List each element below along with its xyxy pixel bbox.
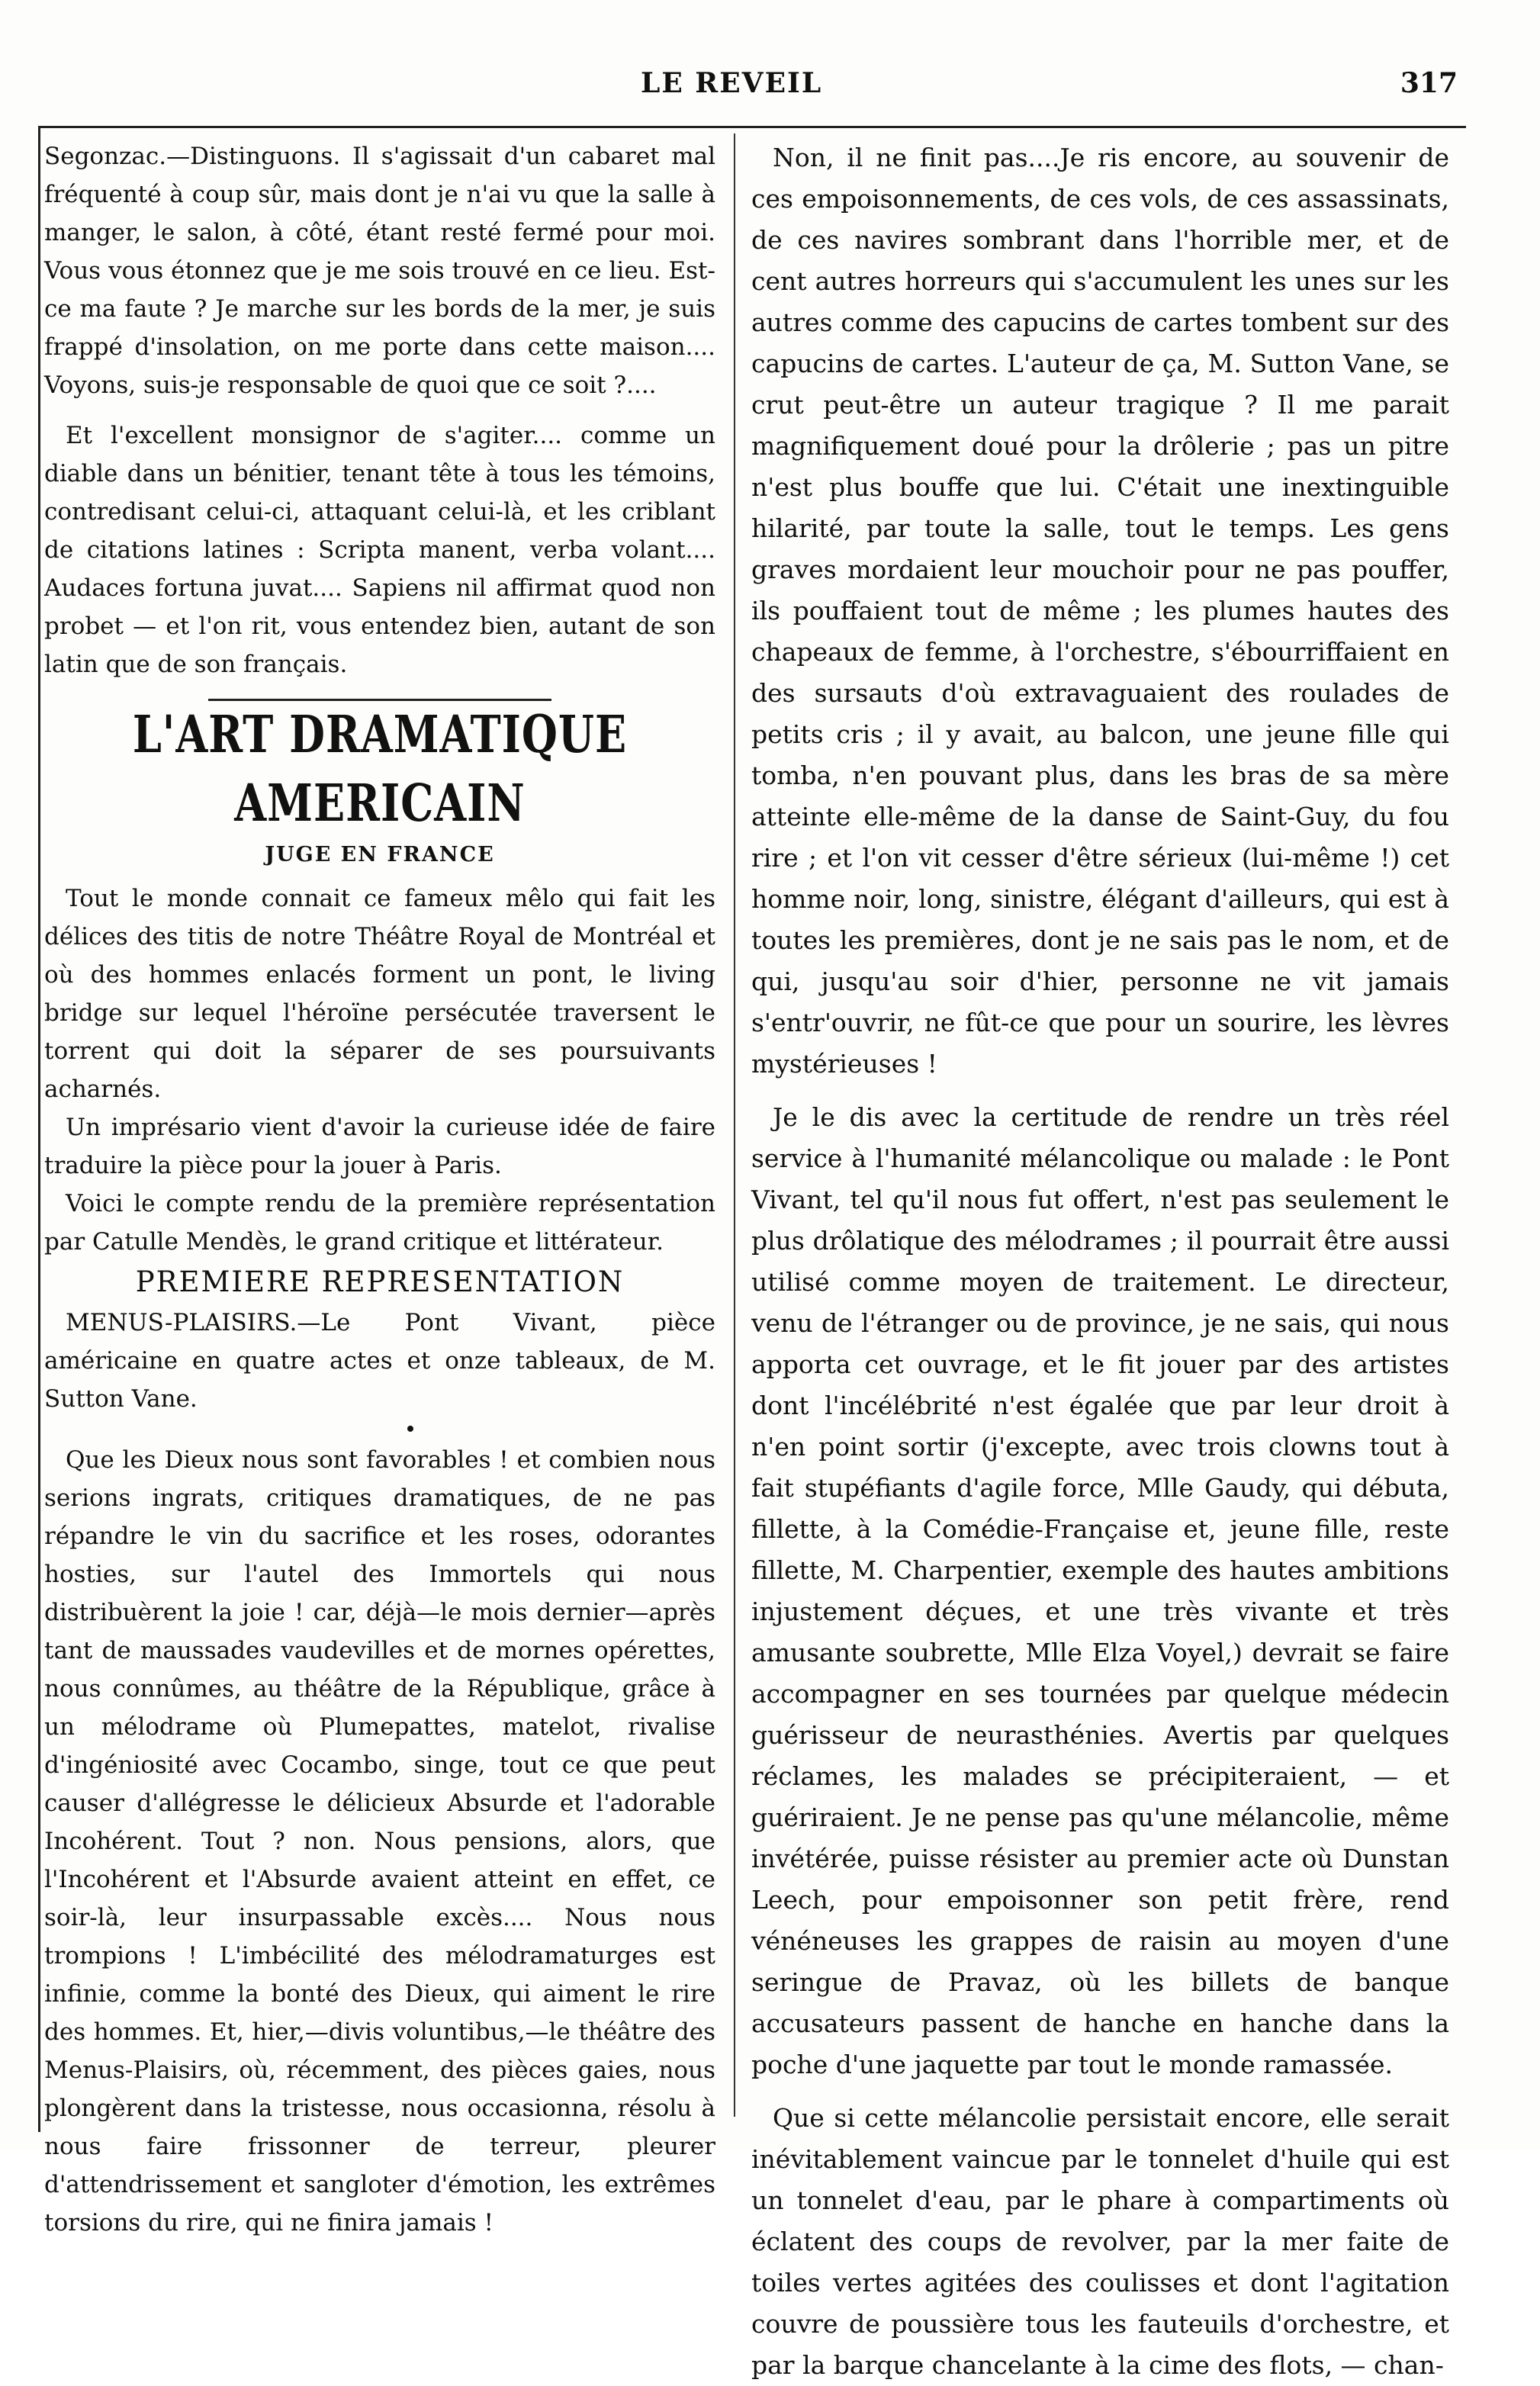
section-title: L'ART DRAMATIQUE AMERICAIN xyxy=(132,703,628,833)
intro-paragraph: Tout le monde connait ce fameux mêlo qui fait les délices des titis de notre Théâtre Royal de Montréal et où des hommes enlacés forment un pont, le living bridge sur lequel l'héroïne persécutée traversent le torrent qui doit la séparer de ses poursuivants acharnés. xyxy=(44,885,715,1103)
continued-paragraph: Segonzac.—Distinguons. Il s'agissait d'un cabaret mal fréquenté à coup sûr, mais dont je n'ai vu que la salle à manger, le salon, à côté, étant resté fermé pour moi. Vous vous étonnez que je me sois trouvé en ce lieu. Est-ce ma faute ? Je marche sur les bords de la mer, je suis frappé d'insolation, on me porte dans cette maison.... Voyons, suis-je responsable de quoi que ce soit ?.... xyxy=(44,143,715,399)
running-header xyxy=(0,67,1540,105)
review-lead: MENUS-PLAISIRS.—Le Pont Vivant, pièce américaine en quatre actes et onze tableaux, de M. Sutton Vane. xyxy=(44,1309,715,1413)
monsignor-paragraph: Et l'excellent monsignor de s'agiter.... comme un diable dans un bénitier, tenant tête à tous les témoins, contredisant celui-ci, attaquant celui-là, et les criblant de citations latines : Scripta manent, verba volant.... Audaces fortuna juvat.... Sapiens nil affirmat quod non probet — et l'on rit, vous entendez bien, autant de son latin que de son français. xyxy=(44,422,715,678)
section-subtitle: JUGE EN FRANCE xyxy=(265,843,495,867)
header-rule xyxy=(40,126,1466,128)
review-paragraph: Que si cette mélancolie persistait encore, elle serait inévitablement vaincue par le tonnelet d'huile qui est un tonnelet d'eau, par le phare à compartiments où éclatent des coups de revolver, par la mer faite de toiles vertes agitées des coulisses et dont l'agitation couvre de poussière tous les fauteuils d'orchestre, et par la barque chancelante à la cime des flots, — chan- xyxy=(751,2103,1449,2380)
sub-heading: PREMIERE REPRESENTATION xyxy=(135,1265,625,1298)
review-paragraph: Je le dis avec la certitude de rendre un très réel service à l'humanité mélancolique ou malade : le Pont Vivant, tel qu'il nous fut offert, n'est pas seulement le plus drôlatique des mélodrames ; il pourrait être aussi utilisé comme moyen de traitement. Le directeur, venu de l'étranger ou de province, je ne sais, qui nous apporta cet ouvrage, et le fit jouer par des artistes dont l'incélébrité n'est égalée que par leur droit à n'en point sortir (j'excepte, avec trois clowns tout à fait stupéfiants d'agile force, Mlle Gaudy, qui débuta, fillette, à la Comédie-Française et, jeune fille, reste fillette, M. Charpentier, exemple des hautes ambitions injustement déçues, et une très vivante et très amusante soubrette, Mlle Elza Voyel,) devrait se faire accompagner en ses tournées par quelque médecin guérisseur de neurasthénies. Avertis par quelques réclames, les malades se précipiteraient, — et guériraient. Je ne pense pas qu'une mélancolie, même invétérée, puisse résister au premier acte où Dunstan Leech, pour empoisonner son petit frère, rend vénéneuses les grappes de raisin au moyen d'une seringue de Pravaz, où les billets de banque accusateurs passent de hanche en hanche dans la poche d'une jaquette par tout le monde ramassée. xyxy=(751,1102,1449,2079)
left-column xyxy=(44,137,715,2242)
review-paragraph: Que les Dieux nous sont favorables ! et combien nous serions ingrats, critiques dramatiques, de ne pas répandre le vin du sacrifice et les roses, odorantes hosties, sur l'autel des Immortels qui nous distribuèrent la joie ! car, déjà—le mois dernier—après tant de maussades vaudevilles et de mornes opérettes, nous connûmes, au théâtre de la République, grâce à un mélodrame où Plumepattes, matelot, rivalise d'ingéniosité avec Cocambo, singe, tout ce que peut causer d'allégresse le délicieux Absurde et l'adorable Incohérent. Tout ? non. Nous pensions, alors, que l'Incohérent et l'Absurde avaient atteint en effet, ce soir-là, leur insurpassable excès.... Nous nous trompions ! L'imbécilité des mélodramaturges est infinie, comme la bonté des Dieux, qui aiment le rire des hommes. Et, hier,—divis voluntibus,—le théâtre des Menus-Plaisirs, où, récemment, des pièces gaies, nous plongèrent dans la tristesse, nous occasionna, résolu à nous faire frissonner de terreur, pleurer d'attendrissement et sangloter d'émotion, les extrêmes torsions du rire, qui ne finira jamais ! xyxy=(44,1446,715,2236)
right-column xyxy=(751,137,1449,2386)
review-paragraph: Non, il ne finit pas....Je ris encore, au souvenir de ces empoisonnements, de ces vols, de ces assassinats, de ces navires sombrant dans l'horrible mer, et de cent autres horreurs qui s'accumulent les unes sur les autres comme des capucins de cartes tombent sur des capucins de cartes. L'auteur de ça, M. Sutton Vane, se crut peut-être un auteur tragique ? Il me parait magnifiquement doué pour la drôlerie ; pas un pitre n'est plus bouffe que lui. C'était une inextinguible hilarité, par toute la salle, tout le temps. Les gens graves mordaient leur mouchoir pour ne pas pouffer, ils pouffaient tout de même ; les plumes hautes des chapeaux de femme, à l'orchestre, s'ébourriffaient en des sursauts d'où extravaguaient des roulades de petits cris ; il y avait, au balcon, une jeune fille qui tomba, n'en pouvant plus, dans les bras de sa mère atteinte elle-même de la danse de Saint-Guy, du fou rire ; et l'on vit cesser d'être sérieux (lui-même !) cet homme noir, long, sinistre, élégant d'ailleurs, qui est à toutes les premières, dont je ne sais pas le nom, et de qui, jusqu'au soir d'hier, personne ne vit jamais s'entr'ouvrir, ne fût-ce que pour un sourire, les lèvres mystérieuses ! xyxy=(751,143,1449,1079)
page-number: 317 xyxy=(1400,67,1458,99)
column-divider xyxy=(734,133,735,2117)
bullet-ornament xyxy=(44,1418,715,1436)
intro-paragraph: Un imprésario vient d'avoir la curieuse idée de faire traduire la pièce pour la jouer à Paris. xyxy=(44,1114,715,1179)
journal-title: LE REVEIL xyxy=(641,67,823,99)
intro-paragraph: Voici le compte rendu de la première représentation par Catulle Mendès, le grand critique et littérateur. xyxy=(44,1190,715,1256)
left-margin-rule xyxy=(38,126,40,2132)
